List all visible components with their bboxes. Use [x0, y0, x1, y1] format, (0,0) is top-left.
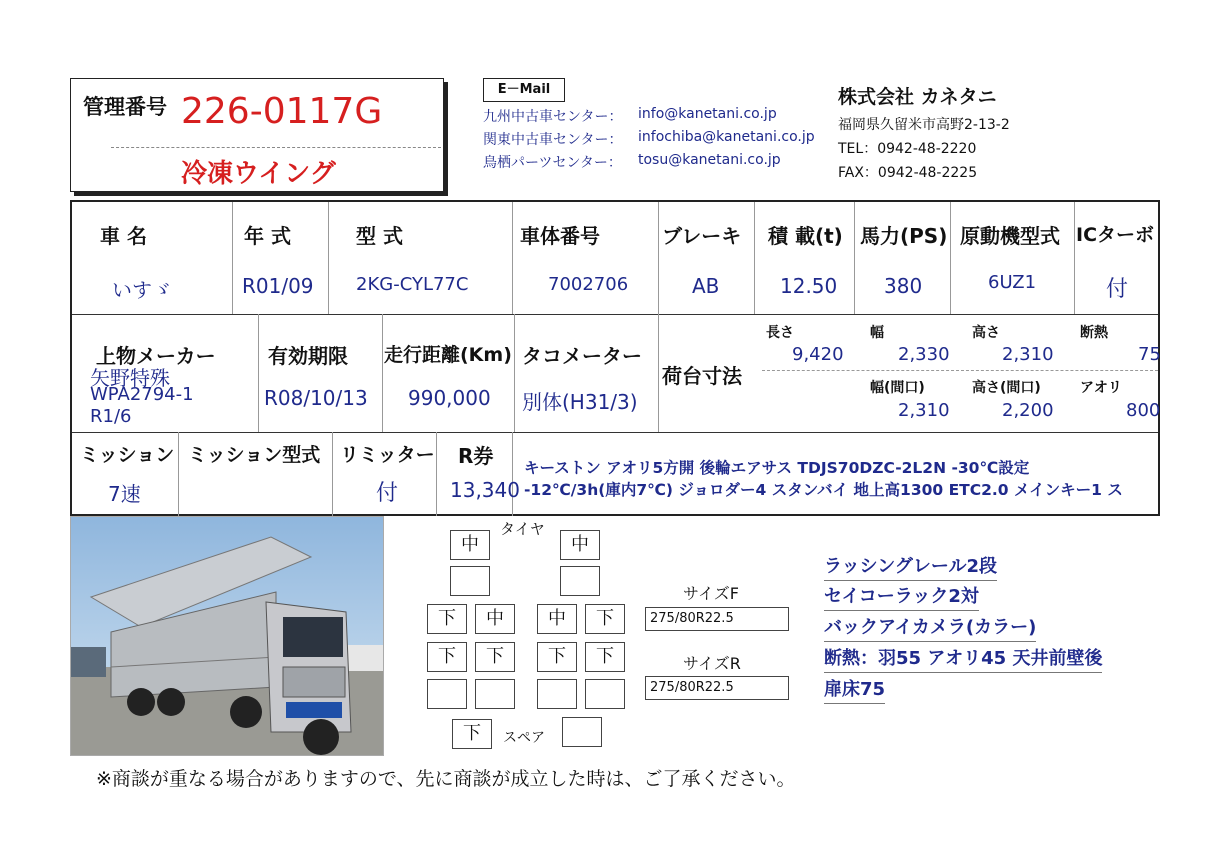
dims-label-length: 長さ: [766, 325, 794, 341]
email-kyushu[interactable]: info@kanetani.co.jp: [638, 106, 777, 122]
value-capacity: 12.50: [780, 274, 838, 298]
dims-label-tailgate: アオリ: [1080, 380, 1122, 396]
company-address: 福岡県久留米市高野2-13-2: [838, 117, 1010, 133]
dims-value-width: 2,330: [898, 344, 950, 365]
dims-label-width: 幅: [870, 325, 884, 341]
row1-divider: [1074, 202, 1075, 314]
size-r-value: 275/80R22.5: [645, 676, 789, 700]
value-mileage: 990,000: [408, 386, 491, 410]
label-capacity: 積 載(t): [768, 224, 843, 248]
value-limiter: 付: [376, 481, 399, 506]
value-expiry: R08/10/13: [264, 386, 368, 410]
tyre-r1-rl: 中: [537, 604, 577, 634]
email-center-tosu: 鳥栖パーツセンター：: [483, 155, 622, 171]
value-year: R01/09: [242, 274, 314, 298]
body-type: 冷凍ウイング: [181, 159, 336, 189]
tyre-spare-empty: [562, 717, 602, 747]
row1-divider: [854, 202, 855, 314]
label-maker: 車 名: [100, 224, 147, 248]
row1-divider: [950, 202, 951, 314]
tyre-front-left: 中: [450, 530, 490, 560]
row3-divider: [512, 432, 513, 516]
tyre-r3-ll: [427, 679, 467, 709]
tyre-label: タイヤ: [500, 520, 545, 538]
row3-divider: [178, 432, 179, 516]
dims-value-length: 9,420: [792, 344, 844, 365]
dims-label-height: 高さ: [972, 325, 1000, 341]
option-1: ラッシングレール2段: [824, 552, 997, 581]
tyre-r1-rr: 下: [585, 604, 625, 634]
email-title: E－Mail: [483, 78, 565, 102]
row3-divider: [332, 432, 333, 516]
label-year: 年 式: [244, 224, 291, 248]
size-r-label: サイズR: [683, 654, 741, 673]
value-brake: AB: [692, 274, 720, 298]
value-tachometer: 別体(H31/3): [522, 390, 638, 414]
spare-label: スペア: [503, 730, 545, 746]
email-tosu[interactable]: tosu@kanetani.co.jp: [638, 152, 781, 168]
row1-divider: [754, 202, 755, 314]
label-horsepower: 馬力(PS): [860, 224, 948, 248]
label-limiter: リミッター: [340, 444, 435, 466]
email-kanto[interactable]: infochiba@kanetani.co.jp: [638, 129, 815, 145]
company-fax: FAX：0942-48-2225: [838, 165, 978, 181]
size-f-value: 275/80R22.5: [645, 607, 789, 631]
row-divider-2: [72, 432, 1158, 433]
label-mission-type: ミッション型式: [188, 444, 321, 466]
label-expiry: 有効期限: [268, 344, 348, 368]
option-2: セイコーラック2対: [824, 582, 979, 611]
dims-value-opening-height: 2,200: [1002, 400, 1054, 421]
row-divider-1: [72, 314, 1158, 315]
value-mission: 7速: [108, 482, 141, 506]
row1-divider: [232, 202, 233, 314]
remarks-line-1: キーストン アオリ5方開 後輪エアサス TDJS70DZC-2L2N -30℃設定: [524, 459, 1030, 477]
tyre-r2-rr: 下: [585, 642, 625, 672]
dims-value-height: 2,310: [1002, 344, 1054, 365]
row1-divider: [328, 202, 329, 314]
label-chassis-no: 車体番号: [520, 224, 600, 248]
value-engine: 6UZ1: [988, 272, 1037, 293]
label-model: 型 式: [356, 224, 403, 248]
row1-divider: [512, 202, 513, 314]
dims-value-opening-width: 2,310: [898, 400, 950, 421]
tyre-front-left-empty: [450, 566, 490, 596]
value-chassis-no: 7002706: [548, 274, 629, 295]
row1-divider: [658, 202, 659, 314]
truck-photo: [70, 516, 384, 756]
label-mission: ミッション: [80, 444, 175, 466]
dims-label-insulation: 断熱: [1080, 325, 1108, 341]
value-maker: いすゞ: [112, 278, 172, 302]
value-body-maker-name: 矢野特殊: [90, 366, 170, 390]
tyre-front-right-empty: [560, 566, 600, 596]
value-r-ticket: 13,340: [450, 478, 520, 502]
row2-divider: [382, 314, 383, 432]
value-body-maker-model: WPA2794-1: [90, 384, 194, 405]
email-center-kyushu: 九州中古車センター：: [483, 109, 623, 125]
tyre-r2-lr: 下: [475, 642, 515, 672]
dims-value-tailgate: 800: [1126, 400, 1161, 421]
option-3: バックアイカメラ(カラー): [824, 613, 1036, 642]
company-name: 株式会社 カネタニ: [838, 86, 997, 108]
label-tachometer: タコメーター: [522, 344, 642, 368]
company-tel: TEL：0942-48-2220: [838, 141, 977, 157]
tyre-r3-rr: [585, 679, 625, 709]
label-r-ticket: R券: [458, 444, 494, 468]
truck-image: [71, 517, 384, 756]
tyre-r3-lr: [475, 679, 515, 709]
tyre-spare: 下: [452, 719, 492, 749]
label-ic-turbo: ICターボ: [1076, 224, 1155, 246]
label-cargo-dims: 荷台寸法: [662, 364, 742, 388]
tyre-r1-ll: 下: [427, 604, 467, 634]
row3-divider: [436, 432, 437, 516]
management-box: [70, 78, 444, 192]
mgmt-divider: [111, 147, 441, 148]
label-mileage: 走行距離(Km): [384, 344, 512, 366]
option-5: 扉床75: [824, 675, 885, 704]
tyre-front-right: 中: [560, 530, 600, 560]
label-body-maker: 上物メーカー: [96, 344, 216, 368]
label-brake: ブレーキ: [662, 224, 742, 248]
tyre-r2-rl: 下: [537, 642, 577, 672]
tyre-r2-ll: 下: [427, 642, 467, 672]
dims-divider: [762, 370, 1158, 371]
mgmt-number: 226-0117G: [181, 91, 383, 132]
dims-value-insulation: 75: [1138, 344, 1161, 365]
row2-divider: [514, 314, 515, 432]
label-engine: 原動機型式: [960, 224, 1060, 248]
value-ic-turbo: 付: [1106, 277, 1129, 302]
value-horsepower: 380: [884, 274, 923, 298]
email-center-kanto: 関東中古車センター：: [483, 132, 623, 148]
remarks-line-2: -12℃/3h(庫内7℃) ジョロダー4 スタンバイ 地上高1300 ETC2.0 メインキー1 ス: [524, 481, 1123, 499]
tyre-r3-rl: [537, 679, 577, 709]
dims-label-opening-height: 高さ(間口): [972, 380, 1041, 396]
spec-table: [70, 200, 1160, 516]
row2-divider: [258, 314, 259, 432]
dims-label-opening-width: 幅(間口): [870, 380, 925, 396]
row2-divider: [658, 314, 659, 432]
tyre-r1-lr: 中: [475, 604, 515, 634]
value-body-maker-date: R1/6: [90, 406, 132, 427]
footer-note: ※商談が重なる場合がありますので、先に商談が成立した時は、ご了承ください。: [96, 768, 796, 790]
option-4: 断熱：羽55 アオリ45 天井前壁後: [824, 644, 1102, 673]
value-model: 2KG-CYL77C: [356, 274, 469, 295]
mgmt-label: 管理番号: [83, 95, 167, 119]
size-f-label: サイズF: [683, 584, 739, 603]
